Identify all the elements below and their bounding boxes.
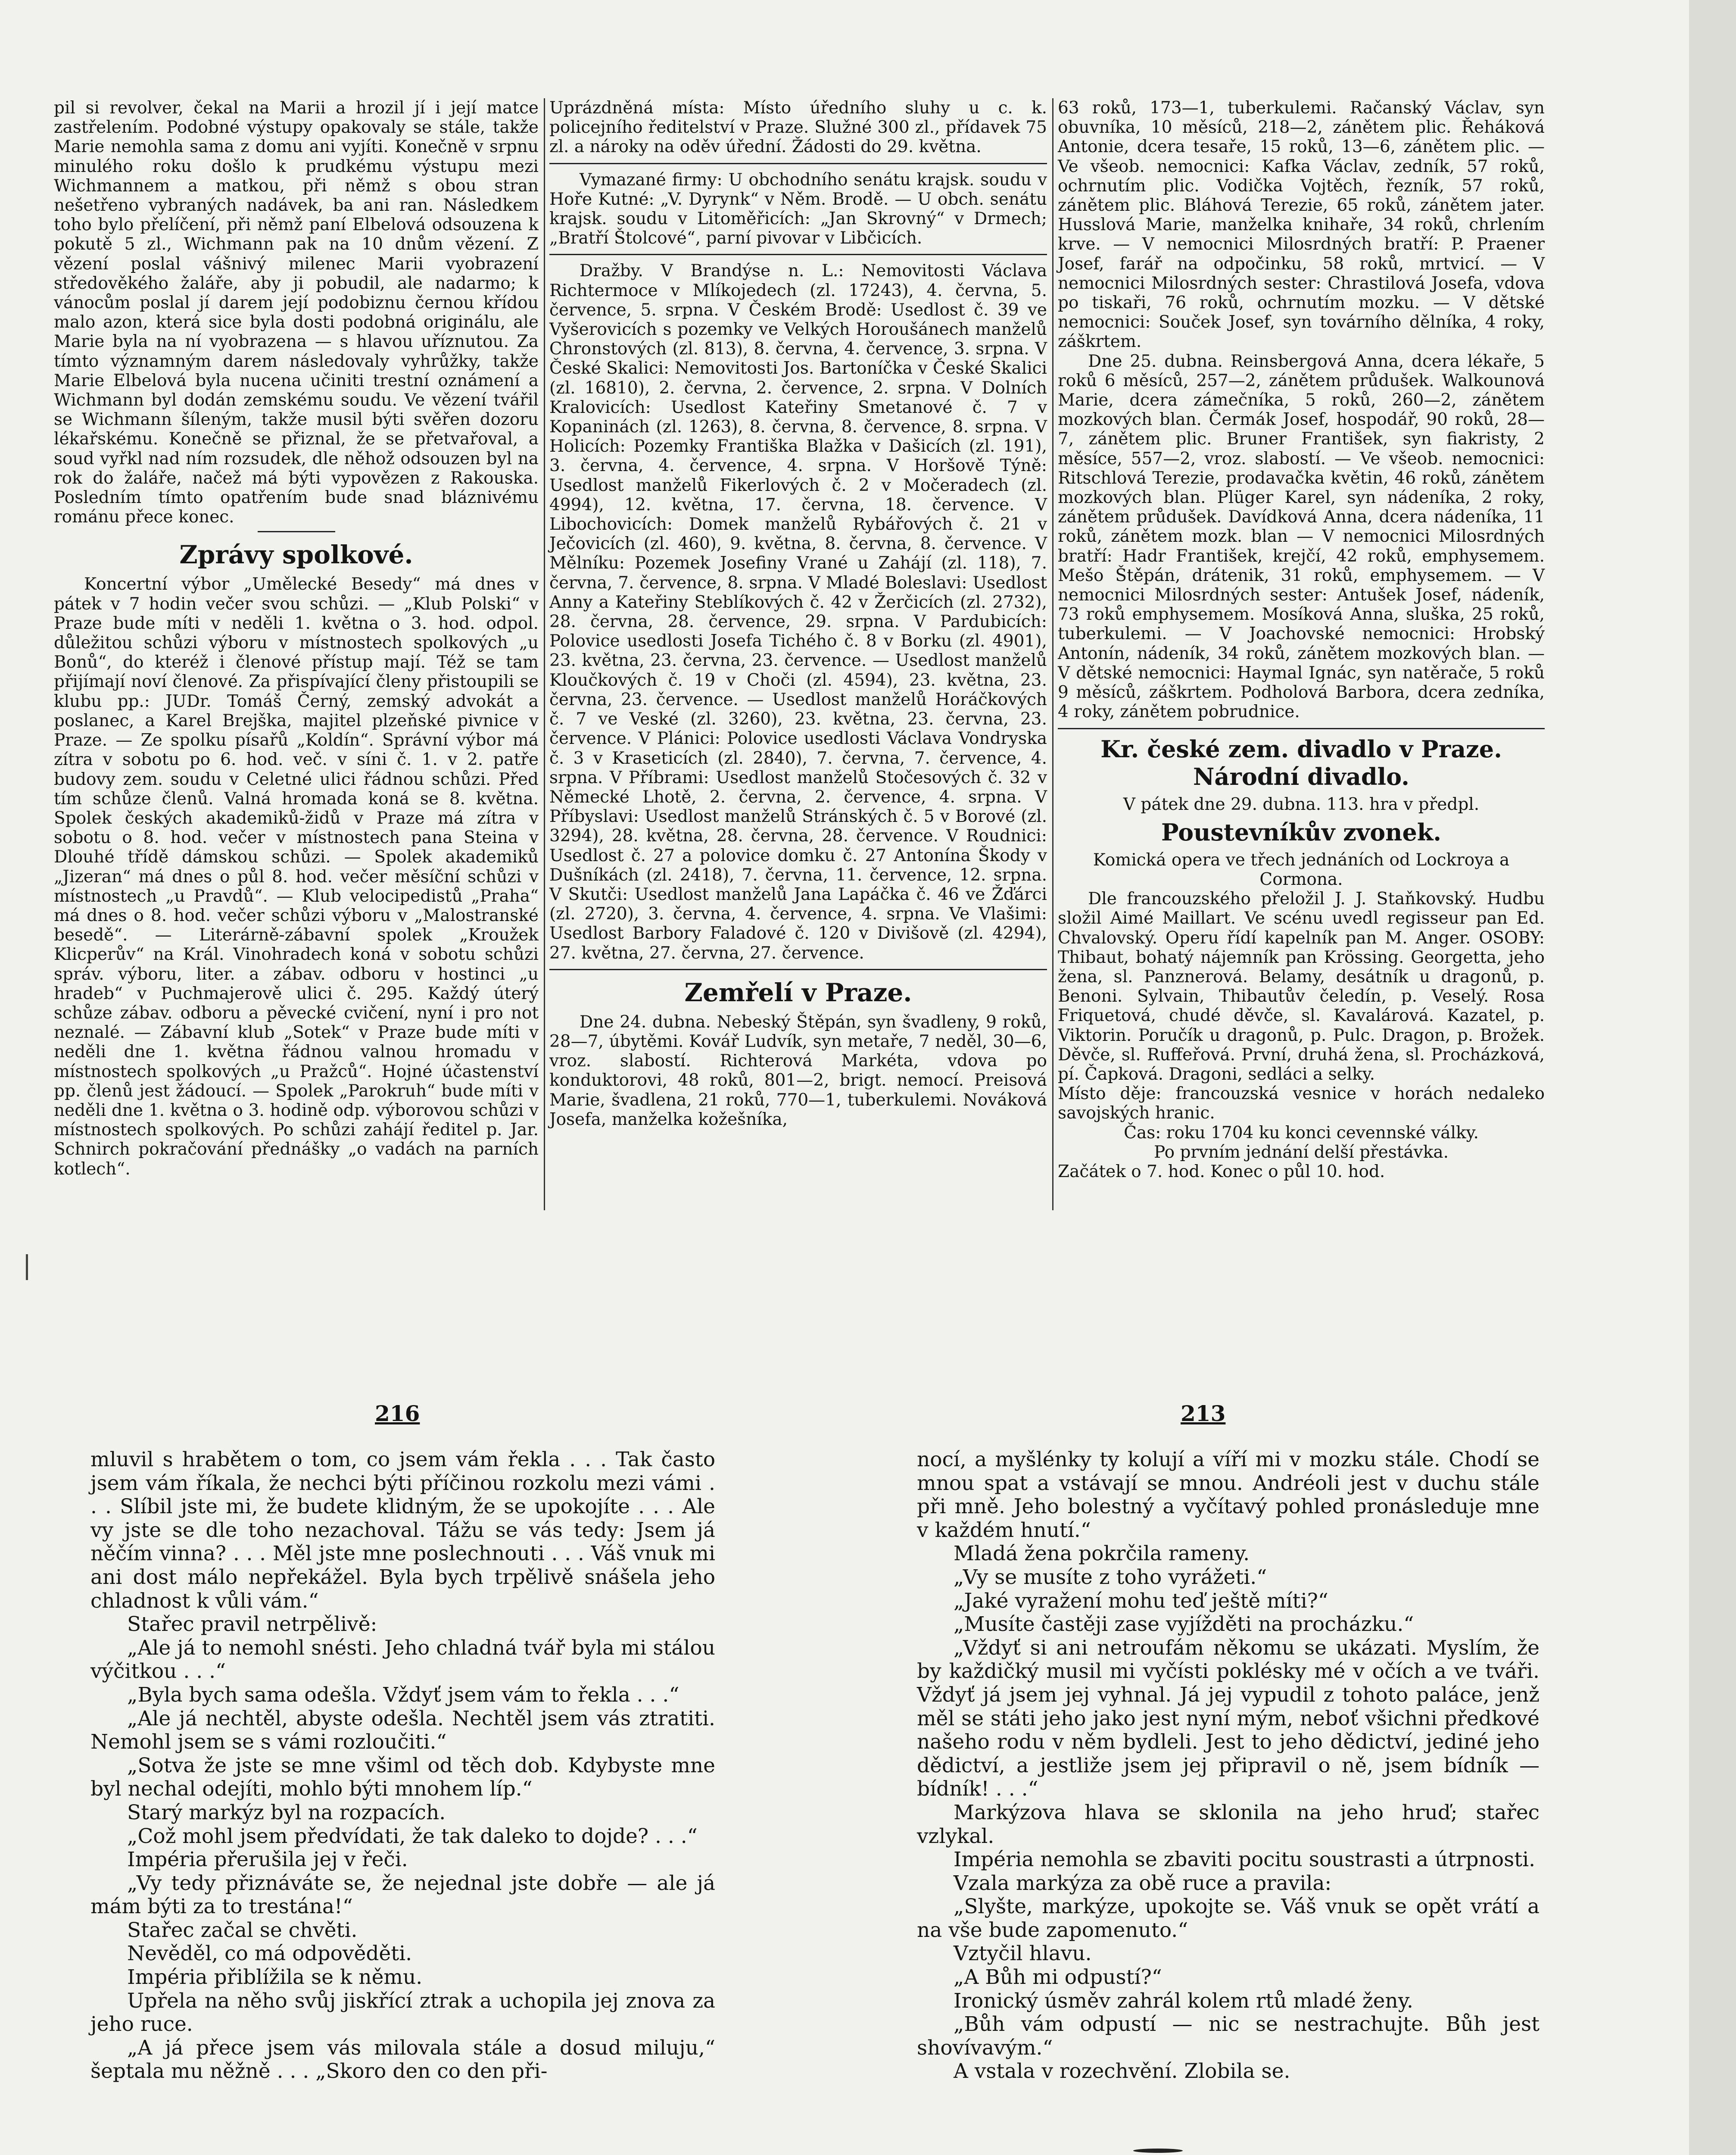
paragraph: Čas: roku 1704 ku konci cevennské války. [1124,1123,1479,1143]
paragraph: „Jaké vyražení mohu teď ještě míti?“ [954,1589,1328,1613]
paragraph: Dle francouzského přeložil J. J. Staňkovský. Hudbu složil Aimé Maillart. Ve scénu uvedl regisseur pan Ed. Chvalovský. Operu řídí kapelník pan M. Anger. OSOBY: Thibaut, bohatý nájemník pan Krössing. Georgetta, jeho žena, sl. Panznerová. Belamy, desátník u dragonů, p. Benoni. Sylvain, Thibautův čeledín, p. Veselý. Rosa Friquetová, chudé děvče, sl. Kavalárová. Kazatel, p. Viktorin. Poručík u dragonů, p. Pulc. Dragon, p. Brožek. Děvče, sl. Ruffeřová. První, druhá žena, sl. Procházková, pí. Čapková. Dragoni, sedláci a selky. [1058,889,1545,1084]
section-rule [549,254,1047,255]
column-left [54,98,539,1179]
paragraph: Dne 25. dubna. Reinsbergová Anna, dcera lékaře, 5 roků 6 měsíců, 257—2, zánětem průdušek. Walkounová Marie, dcera zámečníka, 5 roků, 260—2, zánětem mozkových blan. Čermák Josef, hospodář, 90 roků, 28—7, zánětem plic. Bruner František, syn fiakristy, 2 měsíce, 557—2, vroz. slabostí. — Ve všeob. nemocnici: Ritschlová Terezie, prodavačka květin, 46 roků, zánětem mozkových blan. Plüger Karel, syn nádeníka, 2 roky, zánětem průdušek. Davídková Anna, dcera nádeníka, 11 roků, zánětem mozk. blan — V nemocnici Milosrdných bratří: Hadr František, krejčí, 42 roků, emphysemem. Mešo Štěpán, drátenik, 31 roků, emphysemem. — V nemocnici Milosrdných sester: Antušek Josef, nádeník, 73 roků emphysemem. Mosíková Anna, sluška, 25 roků, tuberkulemi. — V Joachovské nemocnici: Hrobský Antonín, nádeník, 34 roků, zánětem mozkových blan. — V dětské nemocnici: Haymal Ignác, syn natěrače, 5 roků 9 měsíců, záškrtem. Podholová Barbora, dcera zedníka, 4 roky, zánětem pobrudnice. [1058,351,1545,722]
paragraph: pil si revolver, čekal na Marii a hrozil jí i její matce zastřelením. Podobné výstupy opakovaly se stále, takže Marie nemohla sama z domu ani vyjíti. Konečně v srpnu minulého roku došlo k prudkému výstupu mezi Wichmannem a matkou, při němž s obou stran nešetřeno vybraných nadávek, ba ani ran. Následkem toho bylo přelíčení, při němž paní Elbelová odsouzena k pokutě 5 zl., Wichmann pak na 10 dnům vězení. Z vězení poslal vášnivý milenec Marii vyobrazení středověkého žaláře, aby ji pobudil, ale nadarmo; k vánocům poslal jí darem její podobiznu černou křídou malo azon, která sice byla dosti podobná originálu, ale Marie byla na ní vyobrazena — s hlavou uříznutou. Za tímto významným darem následovaly vyhrůžky, takže Marie Elbelová byla nucena učiniti trestní oznámení a Wichmann byl dodán zemskému soudu. Ve vězení tvářil se Wichmann šíleným, takže musil býti svěřen dozoru lékařskému. Konečně se přiznal, že se přetvařoval, a soud vyřkl nad ním rozsudek, dle něhož odsouzen byl na rok do žaláře, načež má býti vypovězen z Rakouska. Posledním tímto opatřením bude snad bláznivému románu přece konec. [54,98,539,527]
paragraph: Starý markýz byl na rozpacích. [127,1800,446,1824]
theatre-heading: Kr. české zem. divadlo v Praze. Národní divadlo. [1100,735,1502,790]
paragraph: Impéria přiblížila se k němu. [127,1965,423,1989]
ink-mark [26,1254,28,1280]
paragraph: mluvil s hrabětem o tom, co jsem vám řekla . . . Tak často jsem vám říkala, že nechci býti příčinou rozkolu mezi vámi . . . Slíbil jste mi, že budete klidným, že se upokojíte . . . Ale vy jste se dle toho nezachoval. Tážu se vás tedy: Jsem já něčím vinna? . . . Měl jste mne poslechnouti . . . Váš vnuk mi ani dost málo nepřekážel. Byla bych trpělivě snášela jeho chladnost k vůli vám.“ [90,1448,715,1613]
paragraph: nocí, a myšlénky ty kolují a víří mi v mozku stále. Chodí se mnou spat a vstávají se mnou. Andréoli jest v duchu stále při mně. Jeho bolestný a vyčítavý pohled pronásleduje mne v každém hnutí.“ [917,1448,1540,1542]
section-rule [549,969,1047,970]
paragraph: Ironický úsměv zahrál kolem rtů mladé ženy. [954,1989,1413,2013]
paragraph: „Sotva že jste se mne všiml od těch dob. Kdybyste mne byl nechal odejíti, mohlo býti mnohem líp.“ [90,1753,715,1801]
paragraph: „Bůh vám odpustí — nic se nestrachujte. Bůh jest shovívavým.“ [917,2012,1540,2060]
paragraph: Vymazané firmy: U obchodního senátu krajsk. soudu v Hoře Kutné: „V. Dyrynk“ v Něm. Brodě. — U obch. senátu krajsk. soudu v Litoměřicích: „Jan Skrovný“ v Drmech; „Bratří Štolcové“, parní pivovar v Libčicích. [549,170,1047,248]
paragraph: „A Bůh mi odpustí?“ [954,1965,1162,1989]
paragraph: Mladá žena pokrčila rameny. [954,1542,1250,1566]
paragraph: Místo děje: francouzská vesnice v horách nedaleko savojských hranic. [1058,1084,1545,1123]
paragraph: Po prvním jednání delší přestávka. [1154,1142,1449,1162]
paragraph: „Vy se musíte z toho vyrážeti.“ [954,1565,1267,1589]
paragraph: Dne 24. dubna. Nebeský Štěpán, syn švadleny, 9 roků, 28—7, úbytěmi. Kovář Ludvík, syn metaře, 7 neděl, 30—6, vroz. slabostí. Richterová Markéta, vdova po konduktorovi, 48 roků, 801—2, brigt. nemocí. Preisová Marie, švadlena, 21 roků, 770—1, tuberkulemi. Nováková Josefa, manželka kožešníka, [549,1012,1047,1129]
section-rule [549,163,1047,164]
paragraph: Vztyčil hlavu. [954,1942,1092,1966]
column-divider [1052,98,1053,1210]
paragraph: „Ale já nechtěl, abyste odešla. Nechtěl jsem vás ztratiti. Nemohl jsem se s vámi rozloučiti.“ [90,1706,715,1754]
paragraph: „Což mohl jsem předvídati, že tak daleko to dojde? . . .“ [127,1824,698,1848]
paragraph: „Vy tedy přiznáváte se, že nejednal jste dobře — ale já mám býti za to trestána!“ [90,1871,715,1919]
paragraph: A vstala v rozechvění. Zlobila se. [954,2059,1290,2083]
paragraph: „Musíte častěji zase vyjížděti na procházku.“ [954,1612,1414,1637]
paragraph: „Byla bych sama odešla. Vždyť jsem vám to řekla . . .“ [127,1683,679,1707]
page-number-left: 216 [375,1401,420,1426]
paragraph: Koncertní výbor „Umělecké Besedy“ má dnes v pátek v 7 hodin večer svou schůzi. — „Klub Polski“ v Praze bude míti v neděli 1. května o 3. hod. odpol. důležitou schůzi výboru v místnostech spolkových „u Bonů“, do kteréž i členové přístup mají. Též se tam přijímají noví členové. Za přispívající členy přistoupili se klubu pp.: JUDr. Tomáš Černý, zemský advokát a poslanec, a Karel Brejška, majitel plzeňské pivnice v Praze. — Ze spolku písařů „Koldín“. Správní výbor má zítra v sobotu po 6. hod. več. v síni č. 1. v 2. patře budovy zem. soudu v Celetné ulici řádnou schůzi. Před tím schůze členů. Valná hromada koná se 8. května. Spolek českých akademiků-židů v Praze má zítra v sobotu o 8. hod. večer v místnostech pana Steina v Dlouhé třídě dámskou schůzi. — Spolek akademiků „Jizeran“ má dnes o půl 8. hod. večer měsíční schůzi v místnostech „u Pravdů“. — Klub velocipedistů „Praha“ má dnes o 8. hod. večer schůzi výboru v „Malostranské besedě“. — Literárně-zábavní spolek „Kroužek Klicperův“ na Král. Vinohradech koná v sobotu schůzi správ. výboru, liter. a zábav. odboru v hostinci „u hradeb“ v Puchmajerově ulici č. 295. Každý úterý schůze zábav. odboru a pěvecké cvičení, nyní i pro not neznalé. — Zábavní klub „Sotek“ v Praze bude míti v neděli dne 1. května řádnou valnou hromadu v místnostech spolkových „u Pražců“. Hojné účastenství pp. členů jest žádoucí. — Spolek „Parokruh“ bude míti v neděli dne 1. května o 3. hodině odp. výborovou schůzi v místnostech spolkových. Po schůzi zahájí ředitel p. Jar. Schnirch pokračování přednášky „o vadách na parních kotlech“. [54,575,539,1179]
column-right [1058,98,1545,1181]
paragraph: Impéria přerušila jej v řeči. [127,1848,408,1872]
paragraph: V pátek dne 29. dubna. 113. hra v předpl. [1123,794,1480,814]
page-number-right: 213 [1181,1401,1226,1426]
paragraph: Stařec začal se chvěti. [127,1918,358,1942]
paragraph: „Ale já to nemohl snésti. Jeho chladná tvář byla mi stálou výčitkou . . .“ [90,1636,715,1683]
paragraph: Uprázdněná místa: Místo úředního sluhy u c. k. policejního ředitelství v Praze. Služné 300 zl., přídavek 75 zl. a nároky na oděv úřední. Žádosti do 29. května. [549,98,1047,157]
column-divider [544,98,545,1210]
novel-page-left [90,1448,715,2083]
paragraph: Vzala markýza za obě ruce a pravila: [954,1871,1332,1895]
theatre-heading: Poustevníkův zvonek. [1161,818,1442,846]
paragraph: Komická opera ve třech jednáních od Lockroya a Cormona. [1093,850,1510,889]
paragraph: Dražby. V Brandýse n. L.: Nemovitosti Václava Richtermoce v Mlíkojedech (zl. 17243), 4. června, 5. července, 5. srpna. V Českém Brodě: Usedlost č. 39 ve Vyšerovicích s pozemky ve Velkých Horoušánech manželů Chronstových (zl. 813), 8. června, 4. července, 3. srpna. V České Skalici: Nemovitosti Jos. Bartoníčka v České Skalici (zl. 16810), 2. června, 2. července, 2. srpna. V Dolních Kralovicích: Usedlost Kateřiny Smetanové č. 7 v Kopaninách (zl. 1263), 8. června, 8. července, 8. srpna. V Holicích: Pozemky Františka Blažka v Dašicích (zl. 191), 3. června, 4. července, 4. srpna. V Horšově Týně: Usedlost manželů Fikerlových č. 2 v Močeradech (zl. 4994), 12. května, 17. června, 18. července. V Libochovicích: Domek manželů Rybářových č. 21 v Ječovicích (zl. 460), 9. května, 8. června, 8. července. V Mělníku: Pozemek Josefiny Vrané u Zahájí (zl. 118), 7. června, 7. července, 8. srpna. V Mladé Boleslavi: Usedlost Anny a Kateřiny Steblíkových č. 42 v Žerčicích (zl. 2732), 28. června, 28. července, 29. srpna. V Pardubicích: Polovice usedlosti Josefa Tichého č. 8 v Borku (zl. 4901), 23. května, 23. června, 23. července. — Usedlost manželů Kloučkových č. 19 v Choči (zl. 4594), 23. května, 23. června, 23. července. — Usedlost manželů Horáčkových č. 7 ve Veské (zl. 3260), 23. května, 23. června, 23. července. V Plánici: Polovice usedlosti Václava Vondryska č. 3 v Kraseticích (zl. 2840), 7. června, 7. července, 4. srpna. V Příbrami: Usedlost manželů Stočesových č. 32 v Německé Lhotě, 2. června, 2. července, 4. srpna. V Příbyslavi: Usedlost manželů Stránských č. 5 v Borové (zl. 3294), 28. května, 28. června, 28. července. V Roudnici: Usedlost č. 27 a polovice domku č. 27 Antonína Škody v Dušníkách (zl. 2418), 7. června, 11. července, 12. srpna. V Skutči: Usedlost manželů Jana Lapáčka č. 46 ve Žďárci (zl. 2720), 3. června, 4. července, 4. srpna. Ve Vlašimi: Usedlost Barbory Faladové č. 120 v Divišově (zl. 4294), 27. května, 27. června, 27. července. [549,261,1047,963]
paragraph: Nevěděl, co má odpověděti. [127,1942,412,1966]
section-heading: Zprávy spolkové. [179,540,413,570]
paragraph: „Slyšte, markýze, upokojte se. Váš vnuk se opět vrátí a na vše bude zapomenuto.“ [917,1895,1540,1942]
paragraph: Stařec pravil netrpělivě: [127,1612,377,1637]
paragraph: Začátek o 7. hod. Konec o půl 10. hod. [1058,1162,1385,1181]
column-middle [549,98,1047,1129]
section-rule [1058,728,1545,729]
paragraph: „Vždyť si ani netroufám někomu se ukázati. Myslím, že by každičký musil mi vyčísti poklésky mé v očích a ve tváři. Vždyť já jsem jej vyhnal. Já jej vypudil z tohoto paláce, jenž měl se státi jeho jako jest nyní mým, neboť všichni předkové našeho rodu v něm bydleli. Jest to jeho dědictví, jediné jeho dědictví, a jestliže jsem jej připravil o ně, jsem bídník — bídník! . . .“ [917,1636,1540,1801]
paragraph: „A já přece jsem vás milovala stále a dosud miluju,“ šeptala mu něžně . . . „Skoro den co den při- [90,2036,715,2083]
paragraph: Upřela na něho svůj jiskřící ztrak a uchopila jej znova za jeho ruce. [90,1989,715,2036]
paragraph: Markýzova hlava se sklonila na jeho hruď; stařec vzlykal. [917,1800,1540,1848]
paragraph: Impéria nemohla se zbaviti pocitu soustrasti a útrpnosti. [954,1848,1536,1872]
page-fold-shadow [1689,0,1736,2155]
section-rule [258,531,335,532]
pointing-hand-icon [1133,2149,1183,2153]
novel-page-right [917,1448,1540,2083]
paragraph: 63 roků, 173—1, tuberkulemi. Račanský Václav, syn obuvníka, 10 měsíců, 218—2, zánětem plic. Řeháková Antonie, dcera tesaře, 15 roků, 13—6, zánětem plic. — Ve všeob. nemocnici: Kafka Václav, zedník, 57 roků, ochrnutím plic. Vodička Vojtěch, řezník, 57 roků, zánětem plic. Bláhová Terezie, 65 roků, zánětem jater. Husslová Marie, manželka knihaře, 34 roků, chrlením krve. — V nemocnici Milosrdných bratří: P. Praener Josef, farář na odpočinku, 58 roků, mrtvicí. — V nemocnici Milosrdných sester: Chrastilová Josefa, vdova po tiskaři, 76 roků, ochrnutím mozku. — V dětské nemocnici: Souček Josef, syn továrního dělníka, 4 roky, záškrtem. [1058,98,1545,352]
section-heading: Zemřelí v Praze. [684,978,912,1007]
